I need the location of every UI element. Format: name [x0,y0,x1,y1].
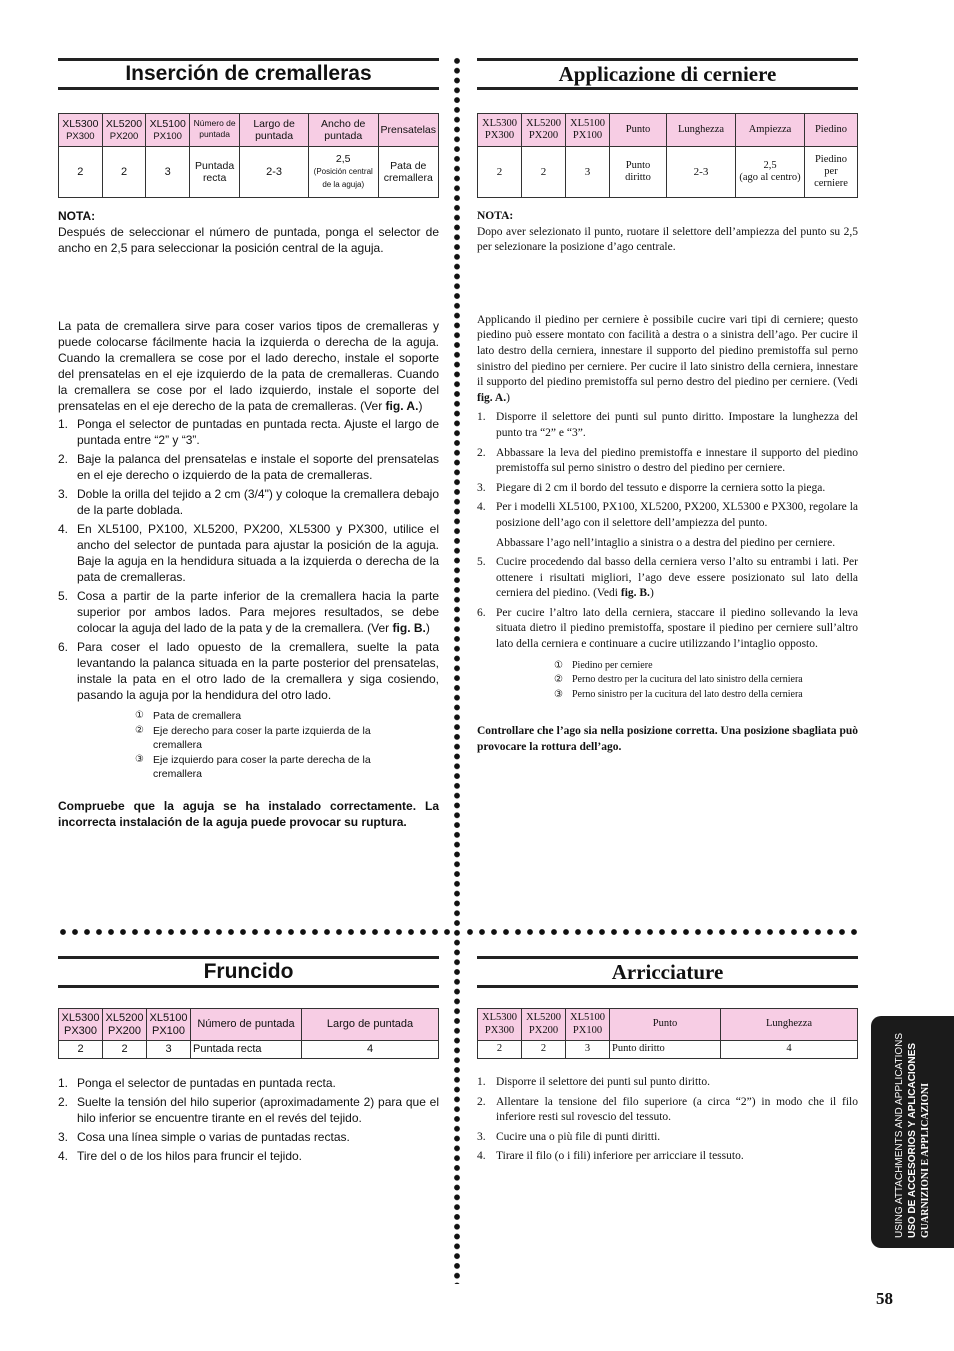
value-cell: 3 [566,147,610,198]
it-zipper-title: Applicazione di cerniere [477,58,858,90]
header-cell: XL5300 PX300 [478,1009,522,1041]
es-zipper-settings-table [58,113,439,198]
page-number: 58 [876,1289,893,1308]
es-zipper-intro: La pata de cremallera sirve para coser varios tipos de cremalleras y puede colocarse fácilmente hacia la izquierda o derecha de la aguja. Cuando la cremallera se cose por el lado derecho, instale el soporte del prensatelas en el eje izquierdo de la pata de cremalleras. Cuando la cremallera se cose por el lado izquierdo, instale el soporte del prensatelas en el eje derecho de la pata de cremalleras. (Ver fig. A.) [58,319,439,413]
value-cell: 2 [102,147,146,198]
es-gathering-settings-table [58,1008,439,1059]
legend-item: ② Eje derecho para coser la parte izquierda de la cremallera [135,724,371,751]
it-zipper-note [477,209,858,256]
it-zipper-steps [477,410,858,652]
es-zipper-section [58,58,439,830]
side-tab-line-en: USING ATTACHMENTS AND APPLICATIONS [894,1032,905,1238]
header-cell: XL5300 PX300 [478,114,522,147]
header-cell: Ancho de puntada [308,114,378,147]
header-cell: XL5300 PX300 [59,114,103,147]
list-item: 6. Para coser el lado opuesto de la cremallera, suelte la pata levantando la palanca situada en la parte posterior del prensatelas, instale la pata en el otro lado de la cremallera y siga cosiendo, pasando la aguja por la hendidura del otro lado. [58,640,439,702]
it-zipper-legend [554,659,858,703]
header-cell: XL5300 PX300 [59,1009,103,1041]
it-zipper-intro: Applicando il piedino per cerniere è possibile cucire vari tipi di cerniere; questo piedino può essere montato con facilità a destra o a sinistra dell’ago. Per cucire il lato destro della cerniera, innestare il supporto del piedino premistoffa sul perno sinistro del piedino per cerniere. Per cucire il lato sinistro della cerniera, innestare il supporto del piedino premistoffa sul perno destro del piedino per cerniere. (Vedi fig. A.) [477,313,858,404]
legend-item: ② Perno destro per la cucitura del lato sinistro della cerniera [554,674,803,686]
es-zipper-warning: Compruebe que la aguja se ha instalado correctamente. La incorrecta instalación de la aguja puede provocar su ruptura. [58,798,439,829]
header-cell: XL5200 PX200 [103,1009,147,1041]
header-cell: Prensatelas [378,114,438,147]
value-cell: 3 [147,1041,191,1059]
es-gathering-steps [58,1075,439,1164]
es-gathering-section [58,956,439,1164]
es-gathering-title: Fruncido [58,956,439,988]
value-cell: 2 [522,1041,566,1059]
horizontal-dotted-divider-right [464,929,860,935]
value-cell: 3 [146,147,190,198]
it-gathering-steps [477,1075,858,1165]
list-item: 2. Baje la palanca del prensatelas e instale el soporte del prensatelas en el eje derecho o izquierdo de la pata de cremalleras. [58,452,439,482]
header-cell: Ampiezza [736,114,805,147]
header-cell: XL5100 PX100 [146,114,190,147]
list-item: 5. Cosa a partir de la parte inferior de la cremallera hacia la parte superior por ambos lados. Para mejores resultados, se debe colocar la aguja del lado de la pata y de la cremallera. (Ver fig. B.) [58,589,439,635]
list-item: Abbassare l’ago nell’intaglio a sinistra o a destra del piedino per cerniere. [496,536,836,549]
list-item: 3. Doble la orilla del tejido a 2 cm (3/4") y coloque la cremallera debajo de la parte doblada. [58,487,439,517]
value-cell: 2 [478,147,522,198]
list-item: 3. Piegare di 2 cm il bordo del tessuto e disporre la cerniera sotto la piega. [477,481,826,494]
list-item: 1. Disporre il selettore dei punti sul punto diritto. [477,1076,710,1088]
list-item: 5. Cucire procedendo dal basso della cerniera verso l’alto su entrambi i lati. Per ottenere i risultati migliori, l’ago deve essere posizionato sul lato della cerniera del piedino. (Vedi fig. B.) [477,556,858,600]
header-cell: XL5100 PX100 [147,1009,191,1041]
value-cell: Punto diritto [610,1041,721,1059]
es-zipper-title: Inserción de cremalleras [58,58,439,90]
header-cell: XL5200 PX200 [102,114,146,147]
side-tab-line-it: GUARNIZIONI E APPLICAZIONI [920,1082,931,1238]
list-item: 3. Cucire una o più file di punti diritti. [477,1130,661,1143]
it-gathering-title: Arricciature [477,956,858,988]
list-item: 4. Per i modelli XL5100, PX100, XL5200, PX200, XL5300 e PX300, regolare la posizione dell’ago con il selettore dell’ampiezza del punto. [477,501,858,529]
note-text: Dopo aver selezionato il punto, ruotare il selettore dell’ampiezza del punto su 2,5 per selezionare la posizione d’ago centrale. [477,225,858,254]
note-label: NOTA: [477,210,514,222]
header-cell: Largo de puntada [302,1009,439,1041]
horizontal-dotted-divider-left [57,929,453,935]
es-zipper-legend [135,709,385,782]
header-cell: Lunghezza [667,114,736,147]
chapter-side-tab [871,1016,954,1248]
side-tab-line-es: USO DE ACCESORIOS Y APLICACIONES [907,1042,918,1238]
legend-item: ① Pata de cremallera [135,710,242,722]
value-cell: 2 [103,1041,147,1059]
list-item: 2. Suelte la tensión del hilo superior (aproximadamente 2) para que el hilo inferior se encuentre tirante en el revés del tejido. [58,1095,439,1125]
it-zipper-warning: Controllare che l’ago sia nella posizione corretta. Una posizione sbagliata può provocare la rottura dell’ago. [477,725,858,753]
value-cell: 4 [302,1041,439,1059]
value-cell: Puntada recta [190,147,240,198]
es-zipper-steps [58,416,439,703]
list-item: 1. Ponga el selector de puntadas en puntada recta. Ajuste el largo de puntada entre “2” y “3”. [58,417,439,447]
it-zipper-section [477,58,858,755]
value-cell: 2,5 (ago al centro) [736,147,805,198]
value-cell: 2-3 [667,147,736,198]
legend-item: ③ Eje izquierdo para coser la parte derecha de la cremallera [135,753,371,780]
list-item: 1. Disporre il selettore dei punti sul punto diritto. Impostare la lunghezza del punto tra “2” e “3”. [477,411,858,439]
es-zipper-note [58,208,439,256]
value-cell: 3 [566,1041,610,1059]
value-cell: Pata de cremallera [378,147,438,198]
list-item: 2. Allentare la tensione del filo superiore (a circa “2”) in modo che il filo inferiore resti sul rovescio del tessuto. [477,1095,858,1124]
header-cell: Número de puntada [191,1009,302,1041]
header-cell: XL5200 PX200 [522,1009,566,1041]
legend-item: ① Piedino per cerniere [554,659,653,671]
header-cell: Lunghezza [721,1009,858,1041]
list-item: 6. Per cucire l’altro lato della cerniera, staccare il piedino sollevando la leva situata dietro il piedino premistoffa, spostare il piedino per cerniere sull’altro lato della cerniera e continuare a cucire utilizzando l’intaglio opposto. [477,606,858,651]
header-cell: XL5100 PX100 [566,114,610,147]
it-zipper-settings-table [477,113,858,198]
list-item: 4. En XL5100, PX100, XL5200, PX200, XL5300 y PX300, utilice el ancho del selector de puntada para ajustar la posición de la aguja. Baje la aguja en la hendidura situada a la izquierda o derecha de la pata de cremalleras. [58,522,439,584]
value-cell: 2 [522,147,566,198]
note-label: NOTA: [58,209,96,223]
it-gathering-settings-table [477,1008,858,1059]
value-cell: 4 [721,1041,858,1059]
list-item: 2. Abbassare la leva del piedino premistoffa e innestare il supporto del piedino premistoffa sul perno sinistro o destro del piedino per cerniere. [477,446,858,475]
value-cell: 2,5 (Posición central de la aguja) [308,147,378,198]
header-cell: XL5200 PX200 [522,114,566,147]
header-cell: Punto [610,114,667,147]
it-gathering-section [477,956,858,1165]
value-cell: Puntada recta [191,1041,302,1059]
value-cell: 2 [59,1041,103,1059]
header-cell: Punto [610,1009,721,1041]
header-cell: Largo de puntada [240,114,309,147]
value-cell: Punto diritto [610,147,667,198]
header-cell: Piedino [805,114,858,147]
header-cell: XL5100 PX100 [566,1009,610,1041]
note-text: Después de seleccionar el número de puntada, ponga el selector de ancho en 2,5 para seleccionar la posición central de la aguja. [58,225,439,255]
vertical-dotted-divider [454,56,460,1284]
value-cell: 2 [59,147,103,198]
list-item: 3. Cosa una línea simple o varias de puntadas rectas. [58,1130,350,1144]
list-item: 4. Tirare il filo (o i fili) inferiore per arricciare il tessuto. [477,1150,744,1163]
value-cell: Piedino per cerniere [805,147,858,198]
header-cell: Número de puntada [190,114,240,147]
list-item: 1. Ponga el selector de puntadas en puntada recta. [58,1076,336,1090]
list-item: 4. Tire del o de los hilos para fruncir el tejido. [58,1149,302,1163]
legend-item: ③ Perno sinistro per la cucitura del lato destro della cerniera [554,688,803,700]
value-cell: 2-3 [240,147,309,198]
value-cell: 2 [478,1041,522,1059]
